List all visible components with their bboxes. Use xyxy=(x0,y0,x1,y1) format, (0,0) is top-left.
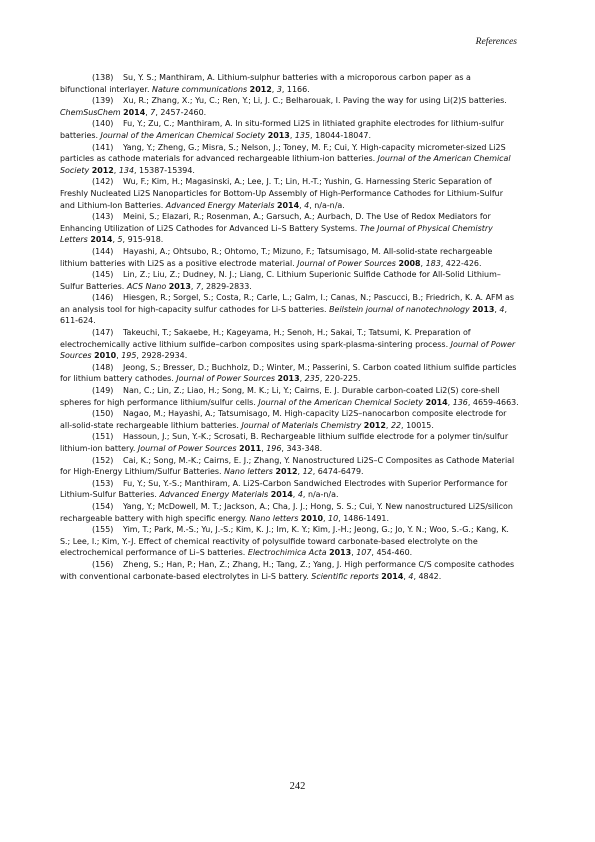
reference-entry: (155) Yim, T.; Park, M.-S.; Yu, J.-S.; Kim, K. J.; Im, K. Y.; Kim, J.-H.; Jeong, G.; Jo, Y. N.; Woo, S.-G.; Kang, K. S.; Lee, I.; Kim, Y.-J. Effect of chemical reactivity of polysulfide toward carbonate-based electrolyte on the electrochemical performance of Li–S batteries. Electrochimica Acta 2013, 107, 454-460. xyxy=(60,525,509,558)
reference-entry: (154) Yang, Y.; McDowell, M. T.; Jackson, A.; Cha, J. J.; Hong, S. S.; Cui, Y. New nanostructured Li2S/silicon rechargeable battery with high specific energy. Nano letters 2010, 10, 1486-1491. xyxy=(60,501,513,523)
reference-journal: Nature communications xyxy=(152,84,248,94)
reference-number: (154) xyxy=(92,501,114,511)
reference-number: (151) xyxy=(92,432,114,442)
reference-year: 2013 xyxy=(277,374,300,384)
reference-pages: 454-460. xyxy=(376,548,413,558)
reference-journal: Journal of Power Sources xyxy=(60,339,516,361)
reference-number: (138) xyxy=(92,73,114,82)
reference-entry: (140) Fu, Y.; Zu, C.; Manthiram, A. In situ-formed Li2S in lithiated graphite electrodes for lithium-sulfur batteries. Journal of the American Chemical Society 2013, 135, 18044-18047. xyxy=(60,119,504,140)
reference-pages: 422-426. xyxy=(445,258,482,268)
reference-number: (153) xyxy=(92,478,114,488)
reference-journal: ChemSusChem xyxy=(60,107,121,117)
page-number: 242 xyxy=(289,781,306,792)
reference-year: 2013 xyxy=(168,281,191,291)
reference-volume: 135 xyxy=(294,130,311,140)
reference-entry: (141) Yang, Y.; Zheng, G.; Misra, S.; Nelson, J.; Toney, M. F.; Cui, Y. High-capacity micrometer-sized Li2S particles as cathode materials for advanced rechargeable lithium-ion batteries. Journal of the American Chemical Society 2012, 134, 15387-15394. xyxy=(60,142,511,175)
reference-number: (139) xyxy=(92,96,114,106)
reference-journal: Journal of the American Chemical Society xyxy=(258,397,424,407)
reference-year: 2012 xyxy=(249,84,272,94)
reference-authors-title: Jeong, S.; Bresser, D.; Buchholz, D.; Winter, M.; Passerini, S. Carbon coated lithium sulfide particles for lithium battery cathodes. xyxy=(60,362,517,384)
reference-list xyxy=(60,72,520,582)
reference-pages: 611-624. xyxy=(60,316,96,326)
reference-year: 2013 xyxy=(329,548,352,558)
reference-number: (156) xyxy=(92,559,114,569)
reference-journal: ACS Nano xyxy=(126,281,167,291)
reference-journal: Journal of Power Sources xyxy=(137,444,237,453)
reference-year: 2012 xyxy=(363,420,386,430)
reference-volume: 10 xyxy=(328,513,339,523)
reference-authors-title: Takeuchi, T.; Sakaebe, H.; Kageyama, H.; Senoh, H.; Sakai, T.; Tatsumi, K. Preparation of electrochemically active lithium sulfide–carbon composites using spark-plasma-sintering process. xyxy=(60,328,471,349)
reference-number: (143) xyxy=(92,212,114,222)
reference-year: 2013 xyxy=(267,130,290,140)
reference-authors-title: Hayashi, A.; Ohtsubo, R.; Ohtomo, T.; Mizuno, F.; Tatsumisago, M. All-solid-state rechargeable lithium batteries with Li2S as a positive electrode material. xyxy=(60,246,493,268)
reference-authors-title: Nan, C.; Lin, Z.; Liao, H.; Song, M. K.; Li, Y.; Cairns, E. J. Durable carbon-coated Li2(S) core-shell spheres for high performance lithium/sulfur cells. xyxy=(60,386,500,407)
reference-volume: 107 xyxy=(356,548,372,558)
reference-year: 2010 xyxy=(94,351,117,361)
reference-volume: 22 xyxy=(390,420,402,430)
reference-volume: 12 xyxy=(302,467,313,477)
reference-journal: Journal of Power Sources xyxy=(176,374,275,384)
reference-authors-title: Nagao, M.; Hayashi, A.; Tatsumisago, M. High-capacity Li2S–nanocarbon composite electrode for all-solid-state rechargeable lithium batteries. xyxy=(60,409,507,430)
reference-number: (149) xyxy=(92,386,114,396)
reference-pages: 10015. xyxy=(406,420,434,430)
reference-pages: n/a-n/a. xyxy=(307,490,339,500)
reference-authors-title: Xu, R.; Zhang, X.; Yu, C.; Ren, Y.; Li, J. C.; Belharouak, I. Paving the way for using Li(2)S batteries. xyxy=(123,96,507,106)
reference-authors-title: Wu, F.; Kim, H.; Magasinski, A.; Lee, J. T.; Lin, H.-T.; Yushin, G. Harnessing Steric Separation of Freshly Nucleated Li2S Nanoparticles for Bottom-Up Assembly of High-Performance Cathodes for Lithium-Sulfur and Lithium-Ion Batteries. xyxy=(60,177,503,210)
reference-year: 2014 xyxy=(277,200,300,210)
reference-volume: 7 xyxy=(150,107,156,117)
reference-authors-title: Lin, Z.; Liu, Z.; Dudney, N. J.; Liang, C. Lithium Superionic Sulfide Cathode for All-Solid Lithium–Sulfur Batteries. xyxy=(60,270,501,291)
reference-volume: 195 xyxy=(121,351,137,361)
reference-volume: 196 xyxy=(266,444,282,453)
reference-authors-title: Fu, Y.; Zu, C.; Manthiram, A. In situ-formed Li2S in lithiated graphite electrodes for lithium-sulfur batteries. xyxy=(60,119,504,140)
reference-journal: Scientific reports xyxy=(311,571,379,581)
reference-pages: 4659-4663. xyxy=(472,397,519,407)
reference-journal: Nano letters xyxy=(249,513,299,523)
reference-journal: Nano letters xyxy=(224,467,273,477)
reference-pages: 2457-2460. xyxy=(160,107,207,117)
reference-year: 2010 xyxy=(300,513,323,523)
reference-year: 2014 xyxy=(90,235,113,245)
reference-entry: (156) Zheng, S.; Han, P.; Han, Z.; Zhang, H.; Tang, Z.; Yang, J. High performance C/S composite cathodes with conventional carbonate-based electrolytes in Li-S battery. Scientific reports 2014, 4, 4842. xyxy=(60,559,515,581)
reference-entry: (142) Wu, F.; Kim, H.; Magasinski, A.; Lee, J. T.; Lin, H.-T.; Yushin, G. Harnessing Steric Separation of Freshly Nucleated Li2S Nanoparticles for Bottom-Up Assembly of High-Performance Cathodes for Lithium-Sulfur and Lithium-Ion Batteries. Advanced Energy Materials 2014, 4, n/a-n/a. xyxy=(60,177,503,210)
reference-year: 2013 xyxy=(472,304,495,314)
reference-pages: 6474-6479. xyxy=(317,467,364,477)
reference-volume: 7 xyxy=(195,281,201,291)
reference-pages: 4842. xyxy=(418,571,442,581)
reference-year: 2014 xyxy=(381,571,404,581)
running-header-title: References xyxy=(475,37,517,47)
reference-number: (141) xyxy=(92,142,114,152)
reference-entry: (145) Lin, Z.; Liu, Z.; Dudney, N. J.; Liang, C. Lithium Superionic Sulfide Cathode for All-Solid Lithium–Sulfur Batteries. ACS Nano 2013, 7, 2829-2833. xyxy=(60,270,501,291)
reference-volume: 134 xyxy=(118,165,134,175)
reference-journal: Electrochimica Acta xyxy=(247,548,327,558)
reference-year: 2014 xyxy=(123,107,146,117)
reference-volume: 136 xyxy=(452,397,468,407)
reference-volume: 183 xyxy=(425,258,441,268)
reference-pages: 1486-1491. xyxy=(343,513,389,523)
reference-pages: n/a-n/a. xyxy=(314,200,345,210)
reference-number: (144) xyxy=(92,246,114,256)
reference-number: (142) xyxy=(92,177,114,187)
reference-journal: Journal of Power Sources xyxy=(297,258,396,268)
reference-journal: Journal of Materials Chemistry xyxy=(241,420,362,430)
reference-number: (152) xyxy=(92,455,114,465)
reference-pages: 915-918. xyxy=(127,235,164,245)
reference-year: 2011 xyxy=(239,444,262,453)
reference-entry: (152) Cai, K.; Song, M.-K.; Cairns, E. J.; Zhang, Y. Nanostructured Li2S–C Composites as Cathode Material for High-Energy Lithium/Sulfur Batteries. Nano letters 2012, 12, 6474-6479. xyxy=(60,455,515,477)
reference-number: (155) xyxy=(92,525,114,535)
reference-authors-title: Yang, Y.; Zheng, G.; Misra, S.; Nelson, J.; Toney, M. F.; Cui, Y. High-capacity micrometer-sized Li2S particles as cathode materials for advanced rechargeable lithium-ion batteries. xyxy=(60,142,506,164)
reference-volume: 4 xyxy=(297,490,303,500)
reference-pages: 220-225. xyxy=(324,374,361,384)
reference-volume: 4 xyxy=(304,200,310,210)
reference-volume: 5 xyxy=(117,235,123,245)
reference-pages: 15387-15394. xyxy=(139,165,195,175)
reference-number: (145) xyxy=(92,270,114,280)
reference-number: (147) xyxy=(92,328,114,338)
reference-volume: 3 xyxy=(276,84,282,94)
reference-journal: The Journal of Physical Chemistry Letters xyxy=(60,223,493,245)
reference-entry: (151) Hassoun, J.; Sun, Y.-K.; Scrosati, B. Rechargeable lithium sulfide electrode for a polymer tin/sulfur lithium-ion battery. Journal of Power Sources 2011, 196, 343-348. xyxy=(60,432,509,453)
reference-authors-title: Su, Y. S.; Manthiram, A. Lithium-sulphur batteries with a microporous carbon paper as a bifunctional interlayer. xyxy=(60,73,471,94)
reference-journal: Beilstein journal of nanotechnology xyxy=(329,304,470,314)
reference-entry: (144) Hayashi, A.; Ohtsubo, R.; Ohtomo, T.; Mizuno, F.; Tatsumisago, M. All-solid-state rechargeable lithium batteries with Li2S as a positive electrode material. Journal of Power Sources 2008, 183, 422-426. xyxy=(60,246,493,268)
reference-year: 2014 xyxy=(270,490,293,500)
reference-pages: 2829-2833. xyxy=(206,281,252,291)
reference-pages: 18044-18047. xyxy=(315,130,371,140)
reference-entry: (149) Nan, C.; Lin, Z.; Liao, H.; Song, M. K.; Li, Y.; Cairns, E. J. Durable carbon-coated Li2(S) core-shell spheres for high performance lithium/sulfur cells. Journal of the American Chemical Society 2014, 136, 4659-4663. xyxy=(60,386,519,407)
reference-year: 2008 xyxy=(398,258,421,268)
reference-entry: (148) Jeong, S.; Bresser, D.; Buchholz, D.; Winter, M.; Passerini, S. Carbon coated lithium sulfide particles for lithium battery cathodes. Journal of Power Sources 2013, 235, 220-225. xyxy=(60,362,517,384)
reference-authors-title: Yim, T.; Park, M.-S.; Yu, J.-S.; Kim, K. J.; Im, K. Y.; Kim, J.-H.; Jeong, G.; Jo, Y. N.; Woo, S.-G.; Kang, K. S.; Lee, I.; Kim, Y.-J. Effect of chemical reactivity of polysulfide toward carbonate-based electrolyte on the electrochemical performance of Li–S batteries. xyxy=(60,525,509,558)
reference-pages: 2928-2934. xyxy=(141,351,188,361)
reference-pages: 1166. xyxy=(286,84,310,94)
reference-number: (140) xyxy=(92,119,114,129)
reference-pages: 343-348. xyxy=(286,444,323,453)
reference-authors-title: Hassoun, J.; Sun, Y.-K.; Scrosati, B. Rechargeable lithium sulfide electrode for a polymer tin/sulfur lithium-ion battery. xyxy=(60,432,509,453)
reference-authors-title: Fu, Y.; Su, Y.-S.; Manthiram, A. Li2S-Carbon Sandwiched Electrodes with Superior Performance for Lithium-Sulfur Batteries. xyxy=(60,478,508,500)
reference-journal: Advanced Energy Materials xyxy=(165,200,275,210)
reference-entry: (147) Takeuchi, T.; Sakaebe, H.; Kageyama, H.; Senoh, H.; Sakai, T.; Tatsumi, K. Preparation of electrochemically active lithium sulfide–carbon composites using spark-plasma-sintering process. Journal of Power Sources 2010, 195, 2928-2934. xyxy=(60,328,516,361)
reference-number: (148) xyxy=(92,362,114,372)
reference-authors-title: Hiesgen, R.; Sorgel, S.; Costa, R.; Carle, L.; Galm, I.; Canas, N.; Pascucci, B.; Friedrich, K. A. AFM as an analysis tool for high-capacity sulfur cathodes for Li-S batteries. xyxy=(60,293,514,314)
reference-entry: (150) Nagao, M.; Hayashi, A.; Tatsumisago, M. High-capacity Li2S–nanocarbon composite electrode for all-solid-state rechargeable lithium batteries. Journal of Materials Chemistry 2012, 22, 10015. xyxy=(60,409,507,430)
reference-entry: (139) Xu, R.; Zhang, X.; Yu, C.; Ren, Y.; Li, J. C.; Belharouak, I. Paving the way for using Li(2)S batteries. ChemSusChem 2014, 7, 2457-2460. xyxy=(60,96,507,117)
reference-number: (146) xyxy=(92,293,114,303)
reference-entry: (146) Hiesgen, R.; Sorgel, S.; Costa, R.; Carle, L.; Galm, I.; Canas, N.; Pascucci, B.; Friedrich, K. A. AFM as an analysis tool for high-capacity sulfur cathodes for Li-S batteries. Beilstein journal of nanotechnology 2013, 4, 611-624. xyxy=(60,293,514,326)
reference-journal: Advanced Energy Materials xyxy=(159,490,269,500)
reference-entry: (138) Su, Y. S.; Manthiram, A. Lithium-sulphur batteries with a microporous carbon paper as a bifunctional interlayer. Nature communications 2012, 3, 1166. xyxy=(60,73,471,94)
reference-volume: 235 xyxy=(304,374,320,384)
reference-year: 2014 xyxy=(425,397,448,407)
reference-journal: Journal of the American Chemical Society xyxy=(100,130,266,140)
reference-authors-title: Yang, Y.; McDowell, M. T.; Jackson, A.; Cha, J. J.; Hong, S. S.; Cui, Y. New nanostructured Li2S/silicon rechargeable battery with high specific energy. xyxy=(60,501,513,523)
reference-authors-title: Cai, K.; Song, M.-K.; Cairns, E. J.; Zhang, Y. Nanostructured Li2S–C Composites as Cathode Material for High-Energy Lithium/Sulfur Batteries. xyxy=(60,455,515,477)
reference-authors-title: Zheng, S.; Han, P.; Han, Z.; Zhang, H.; Tang, Z.; Yang, J. High performance C/S composite cathodes with conventional carbonate-based electrolytes in Li-S battery. xyxy=(60,559,515,581)
reference-entry: (153) Fu, Y.; Su, Y.-S.; Manthiram, A. Li2S-Carbon Sandwiched Electrodes with Superior Performance for Lithium-Sulfur Batteries. Advanced Energy Materials 2014, 4, n/a-n/a. xyxy=(60,478,508,500)
reference-number: (150) xyxy=(92,409,114,419)
reference-entry: (143) Meini, S.; Elazari, R.; Rosenman, A.; Garsuch, A.; Aurbach, D. The Use of Redox Mediators for Enhancing Utilization of Li2S Cathodes for Advanced Li–S Battery Systems. The Journal of Physical Chemistry Letters 2014, 5, 915-918. xyxy=(60,212,493,245)
reference-volume: 4 xyxy=(408,571,414,581)
reference-volume: 4 xyxy=(499,304,505,314)
reference-journal: Journal of the American Chemical Society xyxy=(60,154,511,175)
reference-authors-title: Meini, S.; Elazari, R.; Rosenman, A.; Garsuch, A.; Aurbach, D. The Use of Redox Mediators for Enhancing Utilization of Li2S Cathodes for Advanced Li–S Battery Systems. xyxy=(60,212,491,233)
reference-year: 2012 xyxy=(91,165,114,175)
reference-year: 2012 xyxy=(275,467,298,477)
